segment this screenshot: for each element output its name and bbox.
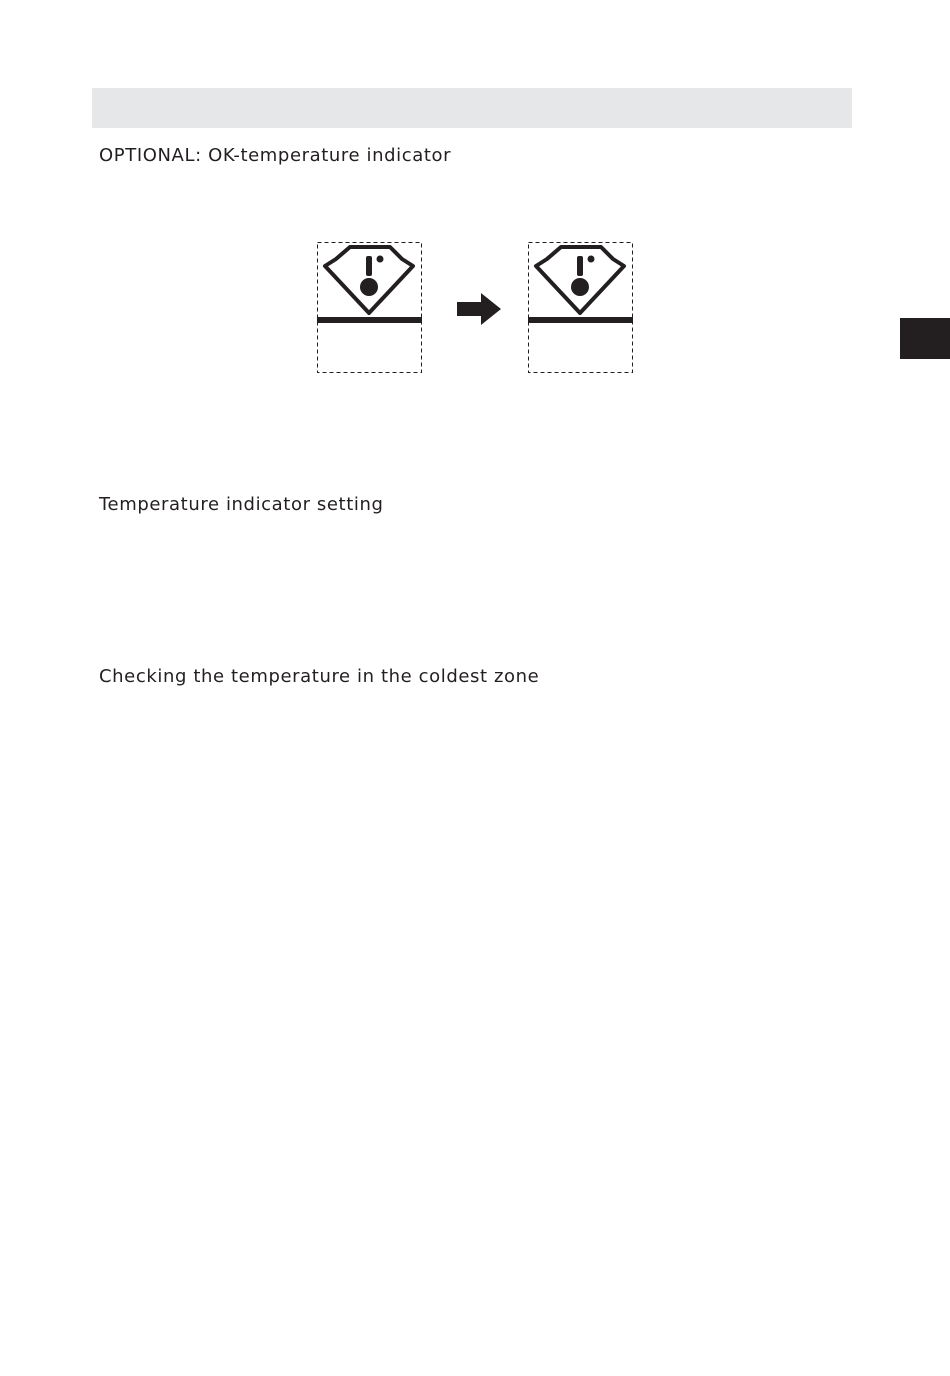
indicator-figure [310, 236, 640, 380]
heading-temperature-indicator-setting: Temperature indicator setting [99, 494, 384, 515]
thermometer-warning-icon [528, 242, 633, 373]
section-header-band [92, 88, 852, 128]
thermometer-warning-icon [317, 242, 422, 373]
right-arrow-icon [455, 291, 503, 327]
heading-checking-coldest-zone: Checking the temperature in the coldest zone [99, 666, 540, 687]
heading-ok-temperature-indicator: OPTIONAL: OK-temperature indicator [99, 145, 452, 166]
chapter-side-tab [900, 318, 950, 359]
